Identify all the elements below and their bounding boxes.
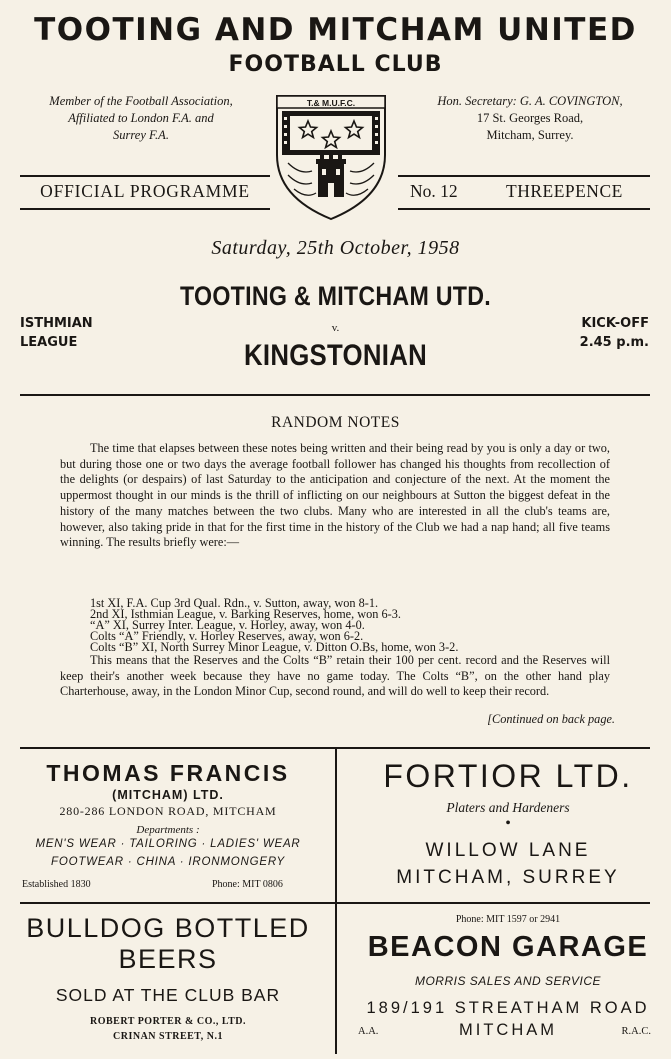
- ad-thomas-francis-name: THOMAS FRANCIS: [46, 760, 290, 786]
- league-line: LEAGUE: [20, 335, 78, 350]
- secretary-line: Mitcham, Surrey.: [486, 128, 574, 142]
- ad-beacon-rac: R.A.C.: [621, 1026, 651, 1037]
- ad-beacon-name: BEACON GARAGE: [367, 931, 649, 963]
- continued-note: [Continued on back page.: [487, 712, 615, 726]
- ad-thomas-francis-departments-line: MEN'S WEAR · TAILORING · LADIES' WEAR: [35, 838, 301, 850]
- ad-fortior-address: MITCHAM, SURREY: [396, 867, 620, 888]
- divider: [398, 208, 650, 210]
- ad-thomas-francis-sub: (MITCHAM) LTD.: [112, 788, 224, 802]
- membership-line: Affiliated to London F.A. and: [68, 111, 214, 125]
- notes-paragraph: This means that the Reserves and the Colts “B” retain their 100 per cent. record and the Reserves will keep their's another week because they have no game today. The Colts “B”, on the other hand play Charterhouse, away, in the London Minor Cup, second round, and will do well to keep their record.: [60, 653, 610, 699]
- membership-line: Member of the Football Association,: [49, 94, 233, 108]
- ad-beacon-sub: MORRIS SALES AND SERVICE: [414, 974, 602, 988]
- membership-info: [10, 93, 272, 144]
- club-title: TOOTING AND MITCHAM UNITED: [34, 12, 637, 48]
- ad-bulldog-tagline: SOLD AT THE CLUB BAR: [55, 985, 281, 1005]
- notes-paragraph: The time that elapses between these notes being written and their being read by you is only a day or two, but during those one or two days the average football follower has changed his thoughts from recollection of the delights (or despairs) of last Saturday to the anticipation and conjecture of the next. At the moment the uppermost thought in our minds is the thrill of inflicting on our neighbours at Sutton the biggest defeat in the history of the many matches between the two clubs. Many who are interested in all the club's teams are, however, also taking pride in that for the first time in the history of the Club we had a nap hand; all five teams winning. The results briefly were:—: [60, 441, 610, 550]
- ad-fortior-address: WILLOW LANE: [425, 840, 591, 861]
- league-label: [20, 314, 93, 352]
- ad-thomas-francis-established: Established 1830: [22, 879, 91, 890]
- secretary-line: Hon. Secretary: G. A. COVINGTON,: [437, 94, 623, 108]
- versus-label: v.: [331, 322, 340, 334]
- divider: [335, 749, 337, 1054]
- ad-thomas-francis-address: 280-286 LONDON ROAD, MITCHAM: [59, 804, 277, 818]
- programme-price: THREEPENCE: [506, 181, 623, 201]
- results-list: [90, 598, 630, 653]
- ad-bulldog-address: CRINAN STREET, N.1: [113, 1031, 223, 1042]
- kickoff-time: 2.45 p.m.: [579, 335, 649, 350]
- ad-thomas-francis-departments-line: FOOTWEAR · CHINA · IRONMONGERY: [51, 856, 285, 868]
- ad-thomas-francis-phone: Phone: MIT 0806: [212, 879, 283, 890]
- club-crest-icon: [274, 93, 388, 223]
- secretary-info: [395, 93, 665, 144]
- crest-text: T.& M.U.F.C.: [306, 98, 356, 108]
- ad-fortior-sub: Platers and Hardeners: [446, 800, 570, 815]
- divider: [398, 175, 650, 177]
- kickoff-label: [580, 314, 649, 352]
- kickoff-line: KICK-OFF: [581, 316, 649, 331]
- ad-thomas-francis-departments: Departments :: [136, 824, 200, 836]
- ad-bulldog-company: ROBERT PORTER & CO., LTD.: [90, 1016, 246, 1027]
- secretary-line: 17 St. Georges Road,: [476, 111, 584, 125]
- result-item: 1st XI, F.A. Cup 3rd Qual. Rdn., v. Sutton, away, won 8-1.: [90, 596, 379, 610]
- away-team: KINGSTONIAN: [244, 339, 427, 372]
- league-line: ISTHMIAN: [20, 316, 93, 331]
- ad-bulldog-headline: BULLDOG BOTTLED: [26, 913, 310, 943]
- result-item: Colts “A” Friendly, v. Horley Reserves, away, won 6-2.: [90, 628, 364, 643]
- official-programme-label: OFFICIAL PROGRAMME: [40, 181, 250, 201]
- ad-beacon-address: MITCHAM: [459, 1021, 557, 1039]
- home-team: TOOTING & MITCHAM UTD.: [180, 281, 491, 311]
- ad-beacon-phone: Phone: MIT 1597 or 2941: [455, 914, 561, 925]
- ad-beacon-aa: A.A.: [358, 1026, 379, 1037]
- divider: [20, 208, 270, 210]
- divider: [20, 394, 650, 396]
- programme-number: No. 12: [410, 181, 458, 201]
- club-subtitle: FOOTBALL CLUB: [228, 52, 443, 77]
- notes-heading: RANDOM NOTES: [271, 414, 400, 431]
- ad-beacon-address: 189/191 STREATHAM ROAD: [366, 999, 650, 1017]
- result-item: 2nd XI, Isthmian League, v. Barking Reserves, home, won 6-3.: [90, 606, 401, 621]
- ad-fortior-bullet: •: [505, 815, 511, 832]
- divider: [20, 175, 270, 177]
- ad-fortior-name: FORTIOR LTD.: [383, 758, 633, 794]
- result-item: Colts “B” XI, North Surrey Minor League, v. Ditton O.Bs, home, won 3-2.: [90, 639, 459, 654]
- ad-bulldog-headline: BEERS: [118, 944, 218, 974]
- match-date: Saturday, 25th October, 1958: [211, 237, 460, 259]
- membership-line: Surrey F.A.: [113, 128, 169, 142]
- result-item: “A” XI, Surrey Inter. League, v. Horley, away, won 4-0.: [90, 617, 365, 632]
